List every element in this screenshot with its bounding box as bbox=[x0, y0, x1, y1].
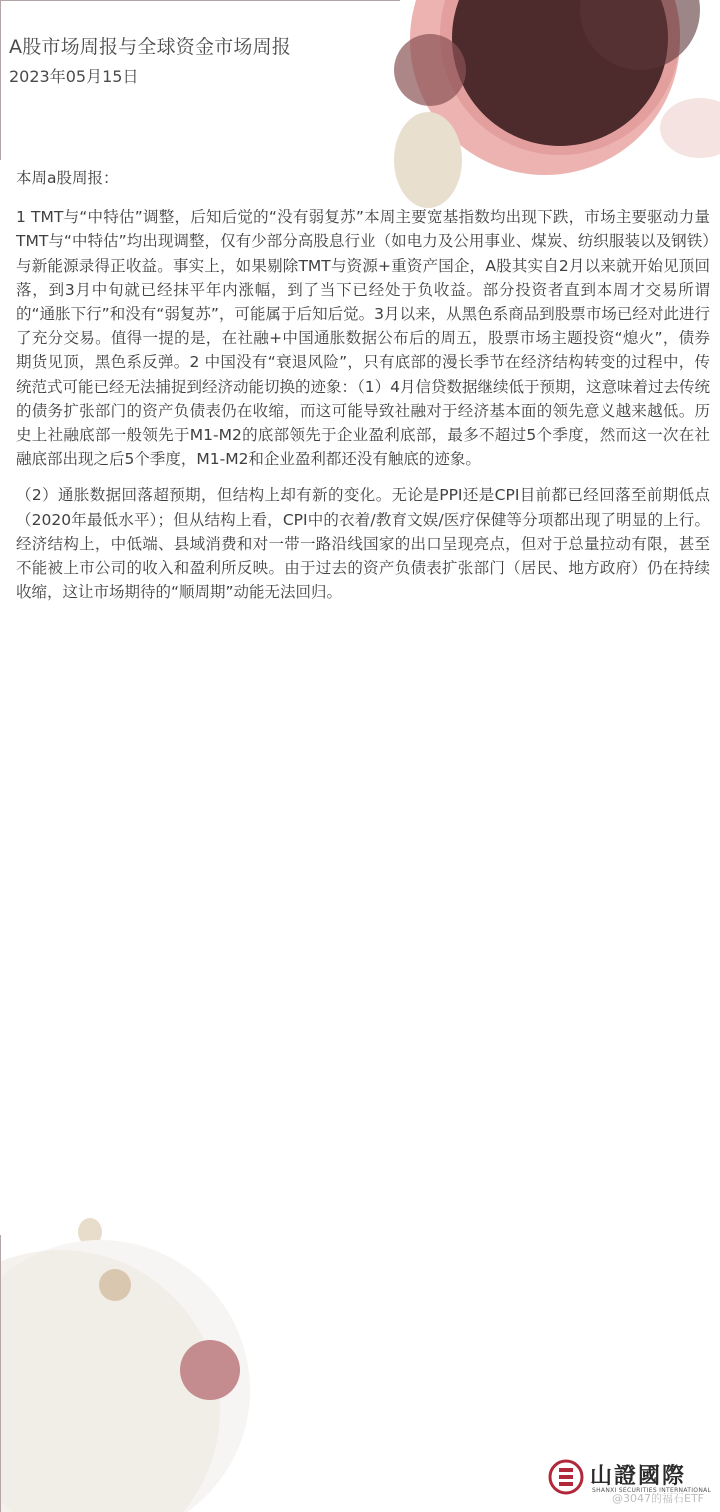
logo-subtitle: SHANXI SECURITIES INTERNATIONAL bbox=[592, 1487, 712, 1494]
footer-decoration bbox=[0, 1210, 320, 1512]
article-body bbox=[16, 166, 710, 616]
logo-mark-icon bbox=[548, 1459, 584, 1495]
frame-left-line bbox=[0, 0, 1, 160]
page-title: A股市场周报与全球资金市场周报 bbox=[9, 36, 291, 58]
frame-top-line bbox=[0, 0, 400, 1]
watermark: @3047的福石ETF bbox=[612, 1492, 704, 1505]
section-label: 本周a股周报： bbox=[16, 169, 119, 187]
paragraph-2: （2）通胀数据回落超预期，但结构上却有新的变化。无论是PPI还是CPI目前都已经回落至前期低点（2020年最低水平）；但从结构上看，CPI中的衣着/教育文娱/医疗保健等分项都出现了明显的上行。经济结构上，中低端、县域消费和对一带一路沿线国家的出口呈现亮点，但对于总量拉动有限，甚至不能被上市公司的收入和盈利所反映。由于过去的资产负债表扩张部门（居民、地方政府）仍在持续收缩，这让市场期待的“顺周期”动能无法回归。 bbox=[16, 486, 710, 602]
publish-date: 2023年05月15日 bbox=[9, 67, 139, 86]
paragraph-1: 1 TMT与“中特估”调整，后知后觉的“没有弱复苏”本周主要宽基指数均出现下跌，市场主要驱动力量TMT与“中特估”均出现调整，仅有少部分高股息行业（如电力及公用事业、煤炭、纺织服装以及钢铁）与新能源录得正收益。事实上，如果剔除TMT与资源+重资产国企，A股其实自2月以来就开始见顶回落，到3月中旬就已经抹平年内涨幅，到了当下已经处于负收益。部分投资者直到本周才交易所谓的“通胀下行”和没有“弱复苏”，可能属于后知后觉。3月以来，从黑色系商品到股票市场已经对此进行了充分交易。值得一提的是，在社融+中国通胀数据公布后的周五，股票市场主题投资“熄火”，债券期货见顶，黑色系反弹。2 中国没有“衰退风险”，只有底部的漫长季节在经济结构转变的过程中，传统范式可能已经无法捕捉到经济动能切换的迹象：（1）4月信贷数据继续低于预期，这意味着过去传统的债务扩张部门的资产负债表仍在收缩，而这可能导致社融对于经济基本面的领先意义越来越低。历史上社融底部一般领先于M1-M2的底部领先于企业盈利底部，最多不超过5个季度，然而这一次在社融底部出现之后5个季度，M1-M2和企业盈利都还没有触底的迹象。 bbox=[16, 208, 710, 469]
logo-name: 山證國際 bbox=[590, 1463, 687, 1489]
